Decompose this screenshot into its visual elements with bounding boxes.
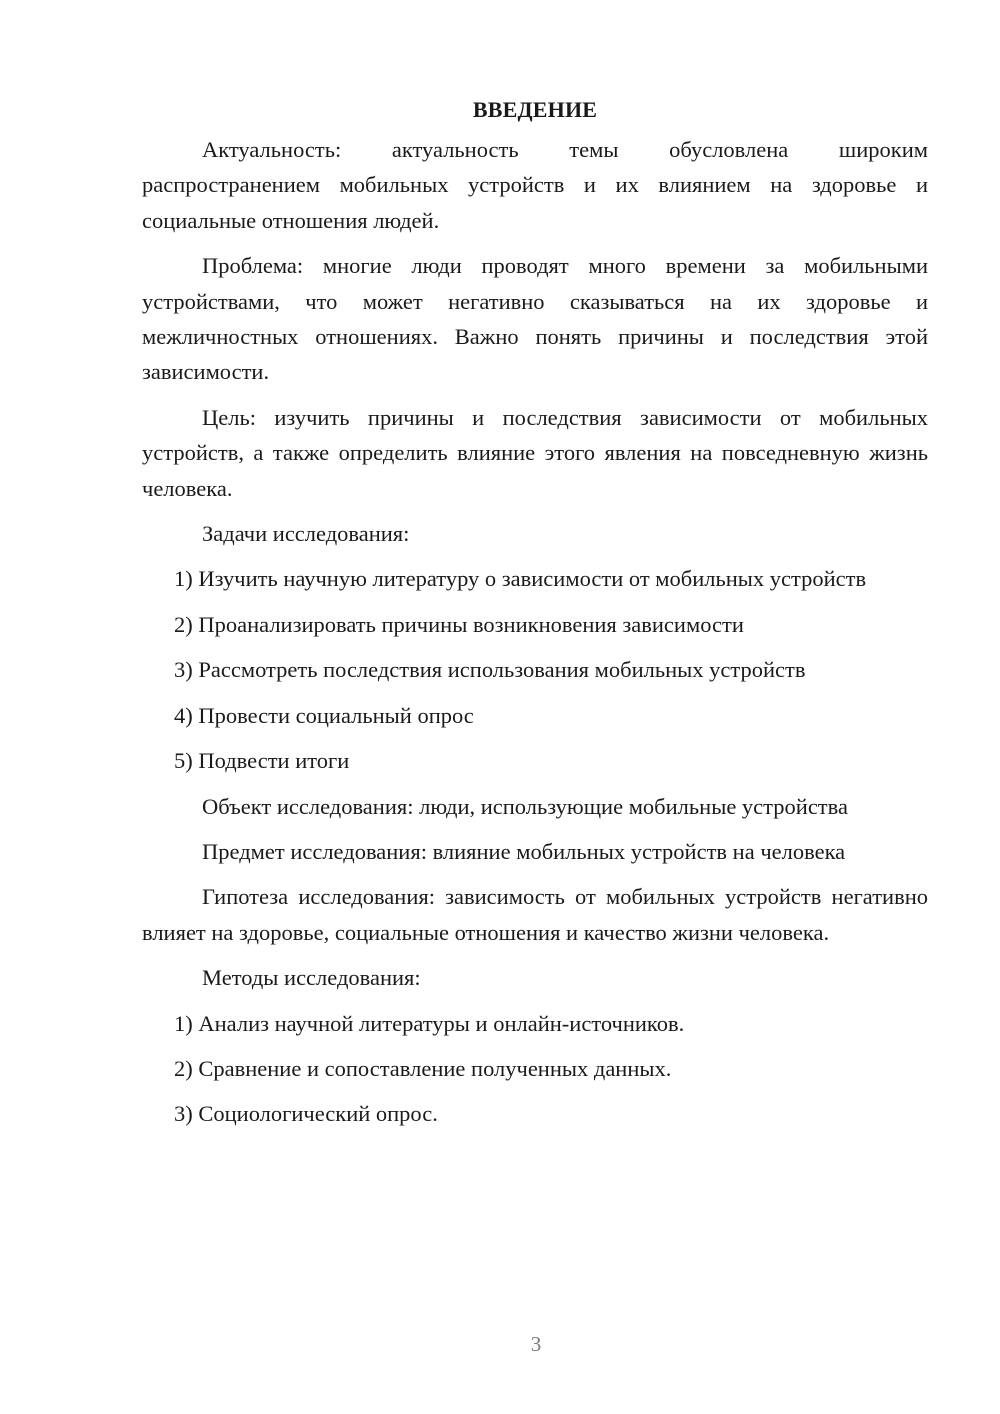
methods-title: Методы исследования: (202, 965, 421, 991)
tasks-title: Задачи исследования: (202, 521, 410, 547)
page-title: ВВЕДЕНИЕ (472, 97, 598, 122)
task-item: 3) Рассмотреть последствия использования мобильных устройств (174, 657, 806, 683)
task-item: 2) Проанализировать причины возникновения зависимости (174, 611, 744, 637)
method-item: 2) Сравнение и сопоставление полученных данных. (174, 1055, 672, 1081)
method-item: 3) Социологический опрос. (174, 1101, 438, 1127)
problem-paragraph: Проблема: многие люди проводят много времени за мобильными устройствами, что может негативно сказываться на их здоровье и межличностных отношениях. Важно понять причины и последствия этой зависимости. (142, 253, 928, 385)
document-body (142, 92, 928, 1142)
hypothesis-paragraph: Гипотеза исследования: зависимость от мобильных устройств негативно влияет на здоровье, социальные отношения и качество жизни человека. (142, 884, 928, 945)
object-paragraph: Объект исследования: люди, использующие мобильные устройства (202, 793, 848, 819)
goal-paragraph: Цель: изучить причины и последствия зависимости от мобильных устройств, а также определить влияние этого явления на повседневную жизнь человека. (142, 404, 928, 501)
method-item: 1) Анализ научной литературы и онлайн-источников. (174, 1010, 685, 1036)
subject-paragraph: Предмет исследования: влияние мобильных устройств на человека (202, 838, 846, 864)
relevance-paragraph: Актуальность: актуальность темы обусловлена широким распространением мобильных устройств и их влиянием на здоровье и социальные отношения людей. (142, 137, 928, 233)
page-number: 3 (530, 1332, 542, 1356)
task-item: 1) Изучить научную литературу о зависимости от мобильных устройств (174, 566, 867, 592)
task-item: 4) Провести социальный опрос (174, 702, 474, 728)
task-item: 5) Подвести итоги (174, 748, 350, 774)
